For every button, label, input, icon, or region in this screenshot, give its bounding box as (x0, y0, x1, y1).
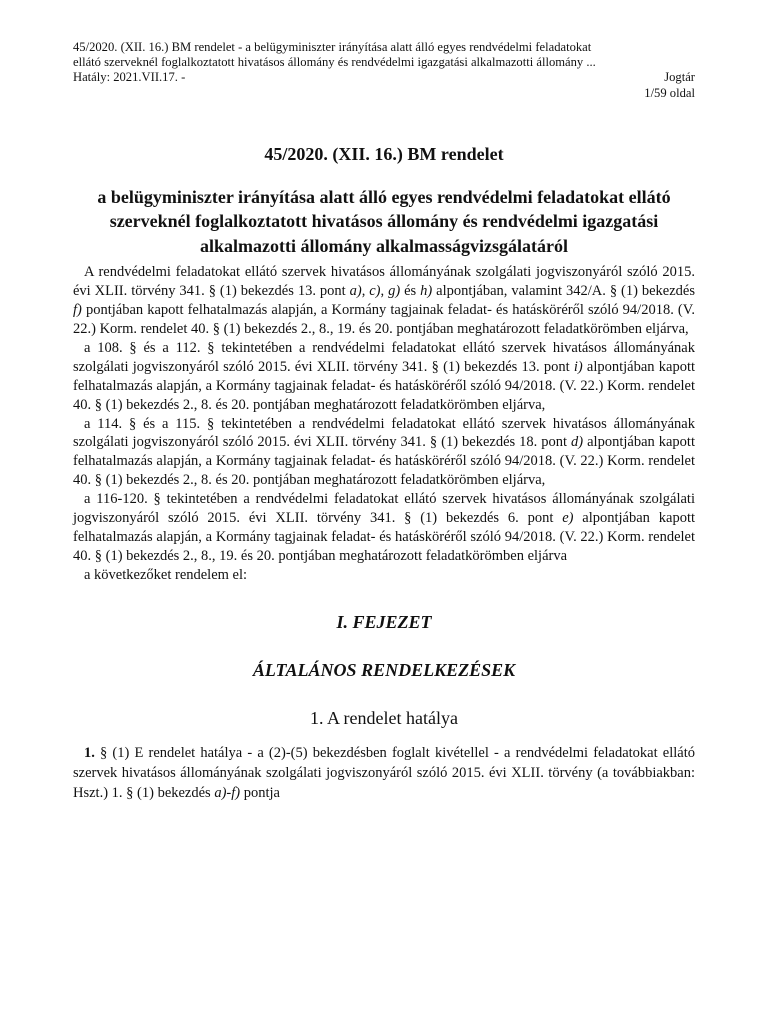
header-title-line-1: 45/2020. (XII. 16.) BM rendelet - a belügyminiszter irányítása alatt álló egyes rendvédelmi feladatokat (73, 40, 592, 54)
header-effective-date: Hatály: 2021.VII.17. - (73, 70, 186, 85)
header-page-number: 1/59 oldal (644, 85, 695, 100)
preamble-paragraph-4: a 116-120. § tekintetében a rendvédelmi feladatokat ellátó szervek hivatásos állományának szolgálati jogviszonyáról szóló 2015. évi XLII. törvény 341. § (1) bekezdés 6. pont e) alpontjában kapott felhatalmazás alapján, a Kormány tagjainak feladat- és hatásköréről szóló 94/2018. (V. 22.) Korm. rendelet 40. § (1) bekezdés 2., 8., 19. és 20. pontjában meghatározott feladatkörömben eljárva (73, 491, 695, 564)
preamble-closing: a következőket rendelem el: (84, 566, 248, 583)
header-meta-row (73, 70, 695, 85)
document-title: 45/2020. (XII. 16.) BM rendelet (264, 143, 504, 164)
header-title-line-2: ellátó szerveknél foglalkoztatott hivatásos állomány és rendvédelmi igazgatási alkalmazotti állomány ... (73, 55, 596, 70)
document-page (73, 40, 695, 803)
preamble-paragraph-3: a 114. § és a 115. § tekintetében a rendvédelmi feladatokat ellátó szervek hivatásos állományának szolgálati jogviszonyáról szóló 2015. évi XLII. törvény 341. § (1) bekezdés 18. pont d) alpontjában kapott felhatalmazás alapján, a Kormány tagjainak feladat- és hatásköréről szóló 94/2018. (V. 22.) Korm. rendelet 40. § (1) bekezdés 2., 8. és 20. pontjában meghatározott feladatkörömben eljárva, (73, 415, 695, 489)
article-number: 1. (84, 744, 95, 761)
chapter-title: ÁLTALÁNOS RENDELKEZÉSEK (252, 659, 516, 680)
running-header (73, 40, 695, 101)
header-source: Jogtár (664, 70, 695, 85)
preamble (73, 263, 695, 584)
preamble-paragraph-1: A rendvédelmi feladatokat ellátó szervek hivatásos állományának szolgálati jogviszonyáról szóló 2015. évi XLII. törvény 341. § (1) bekezdés 13. pont a), c), g) és h) alpontjában, valamint 342/A. § (1) bekezdés f) pontjában kapott felhatalmazás alapján, a Kormány tagjainak feladat- és hatásköréről szóló 94/2018. (V. 22.) Korm. rendelet 40. § (1) bekezdés 2., 8., 19. és 20. pontjában meghatározott feladatkörömben eljárva, (73, 264, 695, 338)
document-subtitle: a belügyminiszter irányítása alatt álló egyes rendvédelmi feladatokat ellátó szerveknél foglalkoztatott hivatásos állomány és rendvédelmi igazgatási alkalmazotti állomány alkalmasságvizsgálatáról (97, 186, 671, 256)
article-1: 1. § (1) E rendelet hatálya - a (2)-(5) bekezdésben foglalt kivétellel - a rendvédelmi feladatokat ellátó szervek hivatásos állományának szolgálati jogviszonyáról szóló 2015. évi XLII. törvény (a továbbiakban: Hszt.) 1. § (1) bekezdés a)-f) pontja (73, 744, 695, 801)
section-title: 1. A rendelet hatálya (310, 707, 458, 728)
preamble-paragraph-2: a 108. § és a 112. § tekintetében a rendvédelmi feladatokat ellátó szervek hivatásos állományának szolgálati jogviszonyáról szóló 2015. évi XLII. törvény 341. § (1) bekezdés 13. pont i) alpontjában kapott felhatalmazás alapján, a Kormány tagjainak feladat- és hatásköréről szóló 94/2018. (V. 22.) Korm. rendelet 40. § (1) bekezdés 2., 8. és 20. pontjában meghatározott feladatkörömben eljárva, (73, 339, 695, 413)
chapter-number: I. FEJEZET (336, 611, 432, 632)
